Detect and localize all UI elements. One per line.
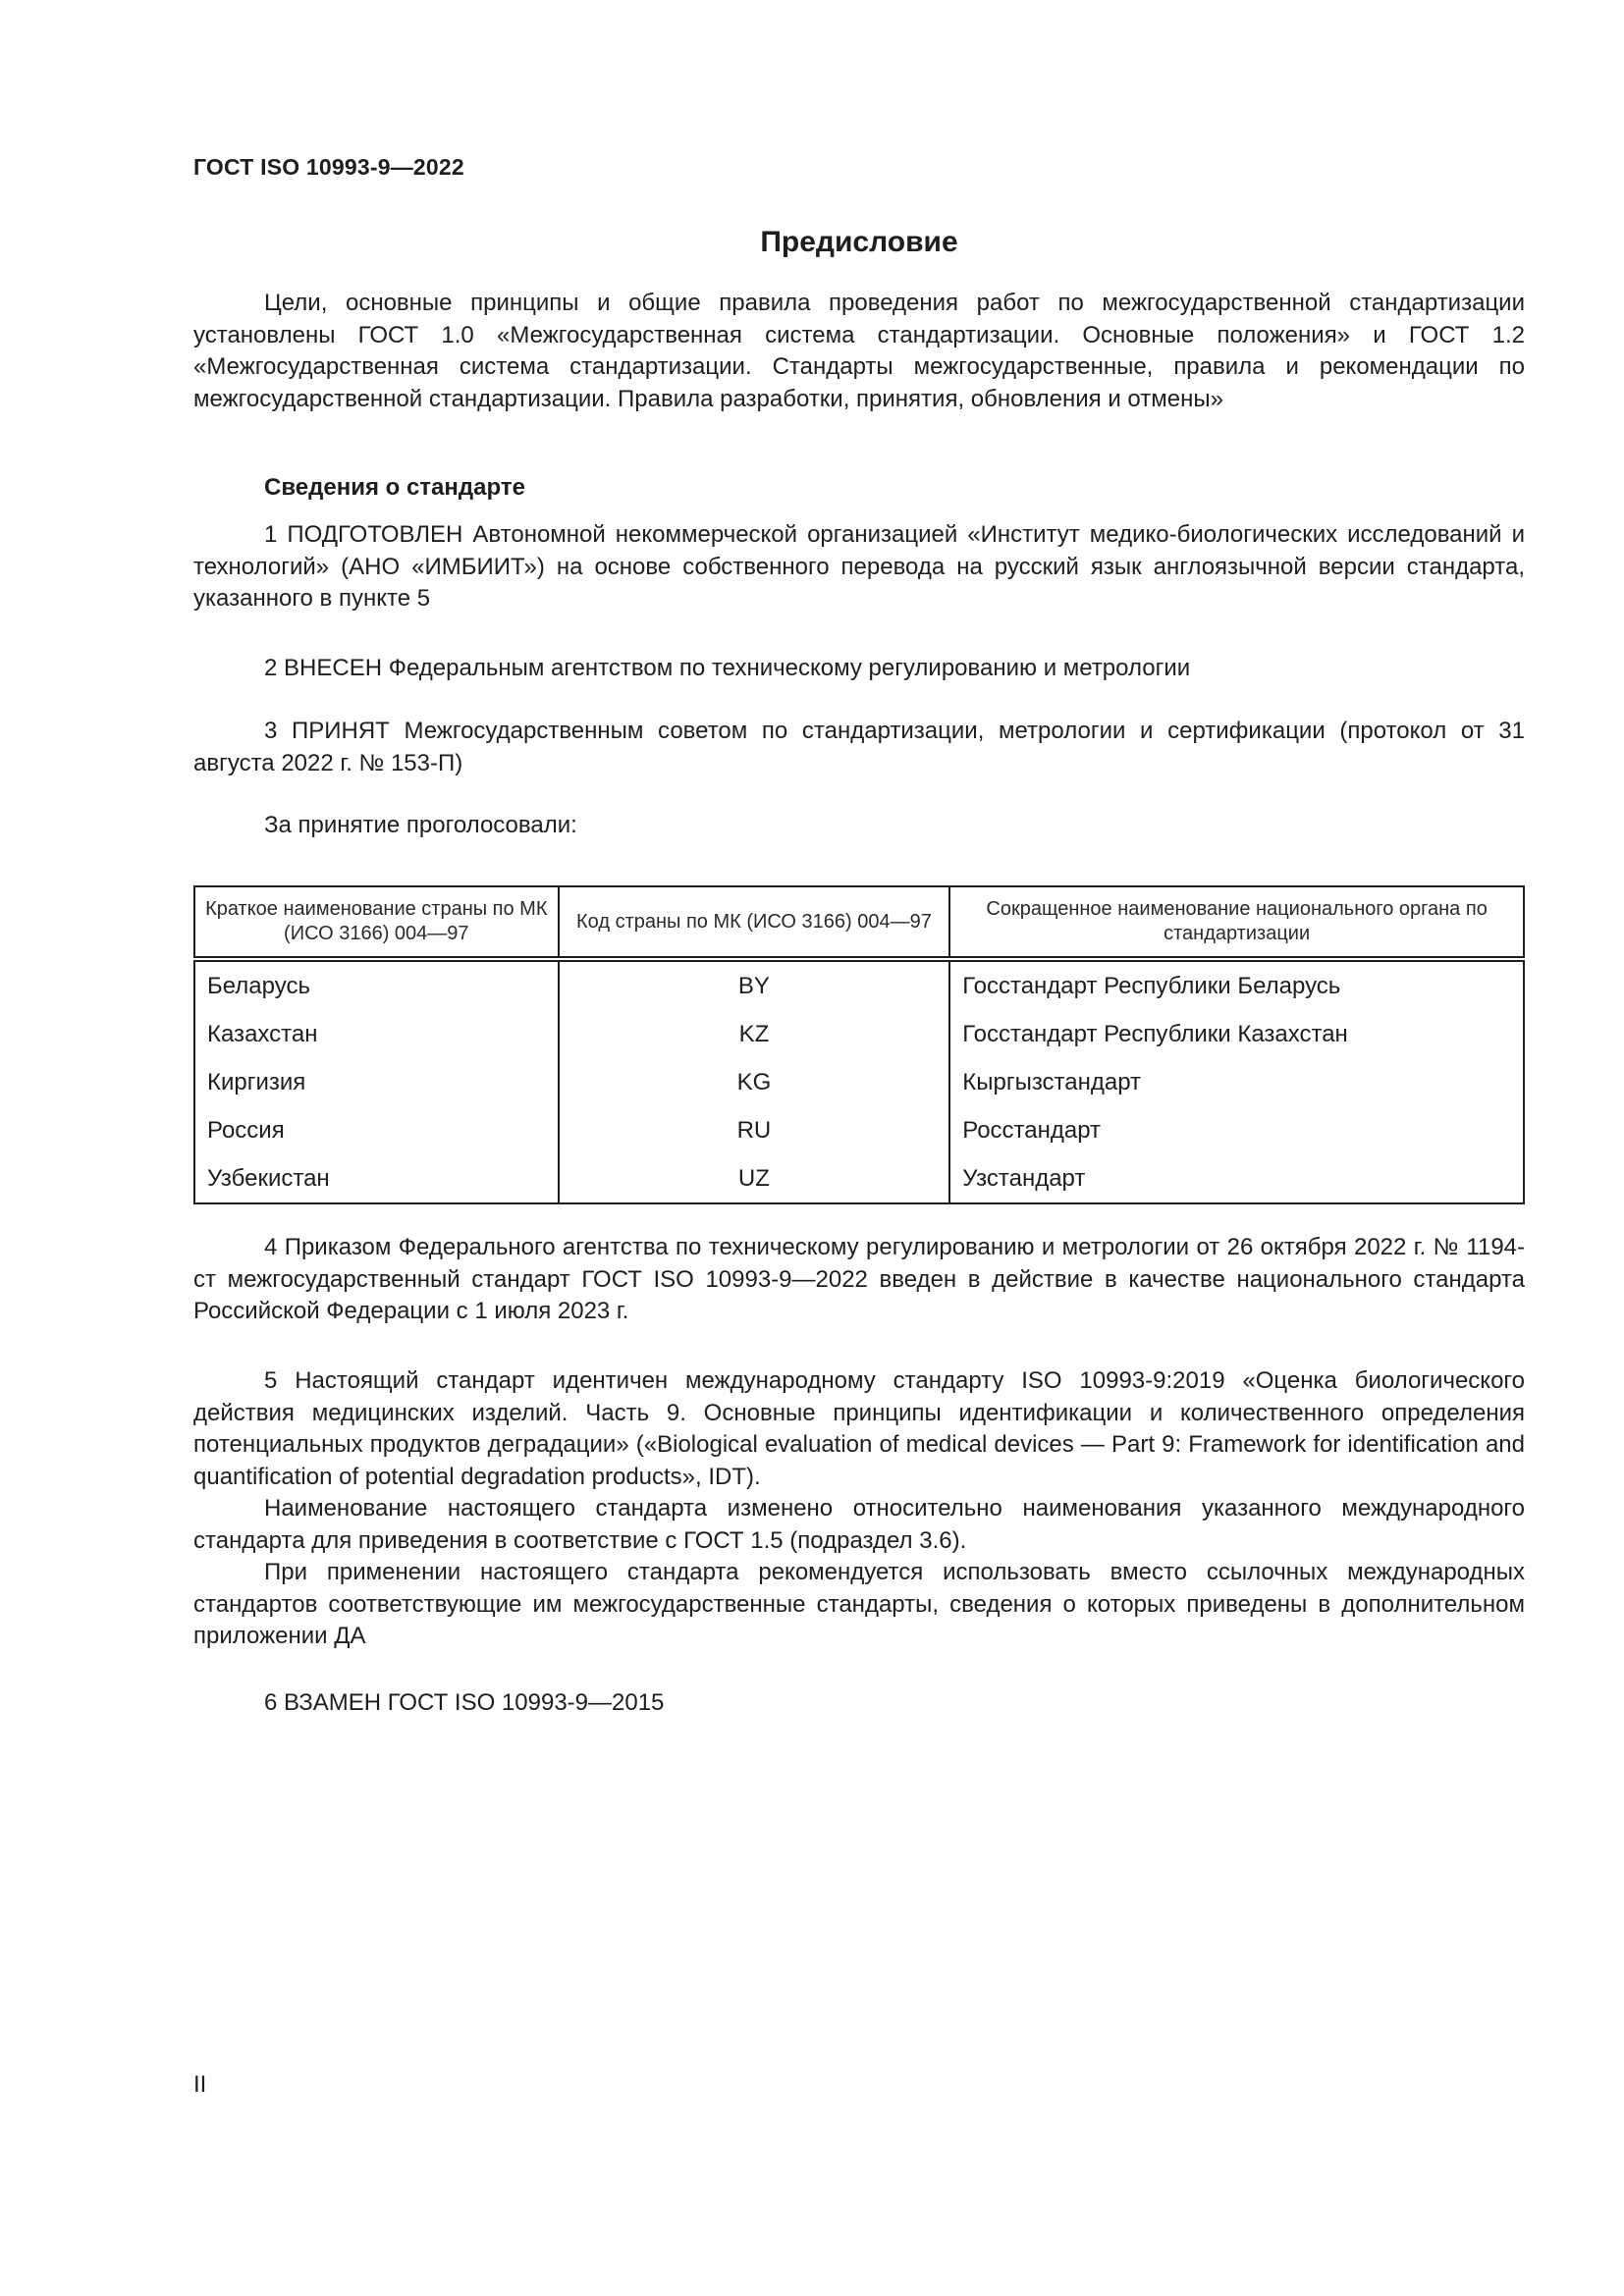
- cell-code: RU: [559, 1106, 950, 1154]
- cell-body: Росстандарт: [949, 1106, 1524, 1154]
- cell-country: Россия: [194, 1106, 559, 1154]
- page-number: II: [193, 2071, 207, 2098]
- header-country-code: Код страны по МК (ИСО 3166) 004—97: [559, 886, 950, 959]
- item-5-references-paragraph: При применении настоящего стандарта рекомендуется использовать вместо ссылочных международных стандартов соответствующие им межгосударственные стандарты, сведения о которых приведены в дополнительном приложении ДА: [193, 1559, 1525, 1649]
- table-header-row: [194, 886, 1524, 959]
- table-row: [194, 1106, 1524, 1154]
- header-country-name: Краткое наименование страны по МК (ИСО 3166) 004—97: [194, 886, 559, 959]
- cell-country: Киргизия: [194, 1058, 559, 1106]
- cell-code: UZ: [559, 1154, 950, 1203]
- item-1-block: [193, 519, 1525, 615]
- table-row: [194, 959, 1524, 1010]
- cell-body: Узстандарт: [949, 1154, 1524, 1203]
- cell-code: KG: [559, 1058, 950, 1106]
- page-title: Предисловие: [760, 226, 958, 258]
- voted-label-block: [193, 810, 1525, 842]
- cell-body: Госстандарт Республики Беларусь: [949, 959, 1524, 1010]
- item-5-rename-paragraph: Наименование настоящего стандарта изменено относительно наименования указанного международного стандарта для приведения в соответствие с ГОСТ 1.5 (подраздел 3.6).: [193, 1495, 1525, 1554]
- cell-body: Кыргызстандарт: [949, 1058, 1524, 1106]
- cell-body: Госстандарт Республики Казахстан: [949, 1010, 1524, 1058]
- document-code-header: ГОСТ ISO 10993-9—2022: [193, 154, 464, 180]
- item-6-paragraph: 6 ВЗАМЕН ГОСТ ISO 10993-9—2015: [264, 1689, 665, 1716]
- item-3-paragraph: 3 ПРИНЯТ Межгосударственным советом по стандартизации, метрологии и сертификации (протокол от 31 августа 2022 г. № 153-П): [193, 718, 1525, 776]
- item-4-paragraph: 4 Приказом Федерального агентства по техническому регулированию и метрологии от 26 октября 2022 г. № 1194-ст межгосударственный стандарт ГОСТ ISO 10993-9—2022 введен в действие в качестве национального стандарта Российской Федерации с 1 июля 2023 г.: [193, 1234, 1525, 1324]
- item-5-paragraph: 5 Настоящий стандарт идентичен международному стандарту ISO 10993-9:2019 «Оценка биологического действия медицинских изделий. Часть 9. Основные принципы идентификации и количественного определения потенциальных продуктов деградации» («Biological evaluation of medical devices — Part 9: Framework for identification and quantification of potential degradation products», IDT).: [193, 1367, 1525, 1490]
- intro-block: [193, 288, 1525, 415]
- info-heading-block: [193, 472, 1525, 505]
- item-5-block: [193, 1365, 1525, 1653]
- voted-label: За принятие проголосовали:: [264, 812, 577, 838]
- cell-country: Узбекистан: [194, 1154, 559, 1203]
- table-row: [194, 1010, 1524, 1058]
- item-6-block: [193, 1687, 1525, 1720]
- voting-countries-table: [193, 885, 1525, 1204]
- item-4-block: [193, 1232, 1525, 1328]
- item-1-paragraph: 1 ПОДГОТОВЛЕН Автономной некоммерческой организацией «Институт медико-биологических исследований и технологий» (АНО «ИМБИИТ») на основе собственного перевода на русский язык англоязычной версии стандарта, указанного в пункте 5: [193, 521, 1525, 612]
- item-3-block: [193, 716, 1525, 779]
- intro-paragraph: Цели, основные принципы и общие правила проведения работ по межгосударственной стандартизации установлены ГОСТ 1.0 «Межгосударственная система стандартизации. Основные положения» и ГОСТ 1.2 «Межгосударственная система стандартизации. Стандарты межгосударственные, правила и рекомендации по межгосударственной стандартизации. Правила разработки, принятия, обновления и отмены»: [193, 290, 1525, 412]
- item-2-block: [193, 653, 1525, 685]
- table-row: [194, 1154, 1524, 1203]
- item-2-paragraph: 2 ВНЕСЕН Федеральным агентством по техническому регулированию и метрологии: [264, 655, 1191, 681]
- cell-code: BY: [559, 959, 950, 1010]
- cell-country: Казахстан: [194, 1010, 559, 1058]
- cell-country: Беларусь: [194, 959, 559, 1010]
- table-row: [194, 1058, 1524, 1106]
- cell-code: KZ: [559, 1010, 950, 1058]
- header-national-body: Сокращенное наименование национального органа по стандартизации: [949, 886, 1524, 959]
- info-heading: Сведения о стандарте: [264, 474, 525, 501]
